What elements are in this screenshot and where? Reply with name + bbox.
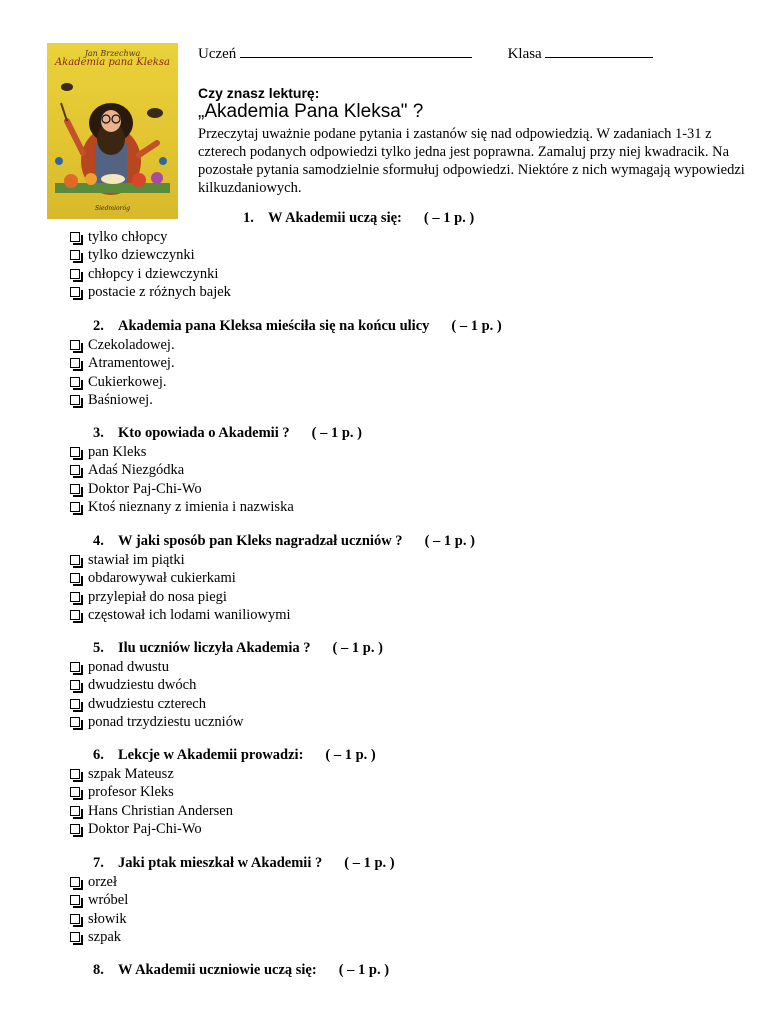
question-2 <box>70 316 730 409</box>
answer-label: ponad dwustu <box>88 659 169 675</box>
answer-label: Baśniowej. <box>88 391 153 408</box>
answer-option[interactable] <box>70 443 730 461</box>
answer-label: szpak <box>88 928 122 945</box>
answer-label: tylko chłopcy <box>88 229 168 245</box>
question-heading <box>70 960 730 980</box>
question-1 <box>70 208 730 301</box>
question-heading <box>70 638 730 658</box>
answer-label: Cukierkowej. <box>88 373 167 390</box>
checkbox-icon[interactable] <box>70 895 80 905</box>
answer-label: Czekoladowej. <box>88 337 175 353</box>
answer-option[interactable] <box>70 891 730 909</box>
answer-label: profesor Kleks <box>88 784 174 801</box>
question-text: W Akademii uczniowie uczą się: <box>118 962 317 978</box>
checkbox-icon[interactable] <box>70 592 80 602</box>
heading-small: Czy znasz lekturę: <box>198 85 320 101</box>
answer-label: Hans Christian Andersen <box>88 802 233 819</box>
answer-label: dwudziestu czterech <box>88 695 206 712</box>
answer-option[interactable] <box>70 336 730 354</box>
answer-option[interactable] <box>70 783 730 801</box>
question-text: W jaki sposób pan Kleks nagradzał uczniów ? <box>118 533 403 549</box>
question-points: ( – 1 p. ) <box>424 533 475 549</box>
checkbox-icon[interactable] <box>70 680 80 690</box>
answer-option[interactable] <box>70 676 730 694</box>
answer-label: tylko dziewczynki <box>88 247 195 264</box>
class-label: Klasa <box>507 46 542 62</box>
answer-option[interactable] <box>70 765 730 783</box>
checkbox-icon[interactable] <box>70 484 80 494</box>
checkbox-icon[interactable] <box>70 502 80 512</box>
cover-illustration <box>47 43 178 219</box>
answer-label: obdarowywał cukierkami <box>88 570 236 587</box>
answer-option[interactable] <box>70 480 730 498</box>
answer-option[interactable] <box>70 569 730 587</box>
answer-option[interactable] <box>70 820 730 838</box>
checkbox-icon[interactable] <box>70 465 80 475</box>
student-label: Uczeń <box>198 46 237 62</box>
answer-label: dwudziestu dwóch <box>88 677 197 694</box>
answer-label: Atramentowej. <box>88 355 175 372</box>
answer-label: orzeł <box>88 874 117 890</box>
question-heading <box>70 745 730 765</box>
question-number: 4. <box>93 533 104 549</box>
question-points: ( – 1 p. ) <box>344 855 395 871</box>
answer-label: wróbel <box>88 892 129 909</box>
question-heading <box>70 316 730 336</box>
checkbox-icon[interactable] <box>70 269 80 279</box>
question-points: ( – 1 p. ) <box>332 640 383 656</box>
checkbox-icon[interactable] <box>70 358 80 368</box>
question-points: ( – 1 p. ) <box>423 210 475 226</box>
heading-title: „Akademia Pana Kleksa" ? <box>198 101 424 122</box>
checkbox-icon[interactable] <box>70 914 80 924</box>
question-text: Ilu uczniów liczyła Akademia ? <box>118 640 311 656</box>
answer-option[interactable] <box>70 354 730 372</box>
question-points: ( – 1 p. ) <box>325 747 376 763</box>
answer-label: Adaś Niezgódka <box>88 462 185 479</box>
checkbox-icon[interactable] <box>70 573 80 583</box>
question-8 <box>70 960 730 980</box>
checkbox-icon[interactable] <box>70 377 80 387</box>
answer-option[interactable] <box>70 588 730 606</box>
question-heading <box>70 853 730 873</box>
question-text: Lekcje w Akademii prowadzi: <box>118 747 304 763</box>
checkbox-icon[interactable] <box>70 250 80 260</box>
checkbox-icon[interactable] <box>70 447 80 457</box>
answer-option[interactable] <box>70 228 730 246</box>
question-number: 2. <box>93 318 104 334</box>
question-number: 1. <box>243 210 254 226</box>
answer-label: pan Kleks <box>88 444 147 460</box>
answer-option[interactable] <box>70 606 730 624</box>
question-number: 8. <box>93 962 104 978</box>
checkbox-icon[interactable] <box>70 287 80 297</box>
checkbox-icon[interactable] <box>70 806 80 816</box>
answer-option[interactable] <box>70 658 730 676</box>
answer-option[interactable] <box>70 373 730 391</box>
answer-label: Doktor Paj-Chi-Wo <box>88 480 202 497</box>
checkbox-icon[interactable] <box>70 717 80 727</box>
student-header <box>198 43 653 63</box>
answer-label: przylepiał do nosa piegi <box>88 588 227 605</box>
answer-option[interactable] <box>70 713 730 731</box>
question-3 <box>70 423 730 516</box>
question-text: Jaki ptak mieszkał w Akademii ? <box>118 855 323 871</box>
question-heading <box>70 423 730 443</box>
question-text: W Akademii uczą się: <box>268 210 402 226</box>
checkbox-icon[interactable] <box>70 555 80 565</box>
question-5 <box>70 638 730 731</box>
answer-label: słowik <box>88 910 127 927</box>
answer-option[interactable] <box>70 391 730 409</box>
question-6 <box>70 745 730 838</box>
question-heading <box>70 531 730 551</box>
intro-paragraph: Przeczytaj uważnie podane pytania i zastanów się nad odpowiedzią. W zadaniach 1-31 z czterech podanych odpowiedzi tylko jedna jest poprawna. Zamaluj przy niej kwadracik. Na pozostałe pytania samodzielnie sformułuj odpowiedzi. Niektóre z nich wymagają wypowiedzi kilkuzdaniowych. <box>198 126 745 196</box>
cover-author: Jan Brzechwa <box>84 49 141 58</box>
checkbox-icon[interactable] <box>70 232 80 242</box>
student-name-field[interactable] <box>240 43 472 58</box>
question-7 <box>70 853 730 946</box>
cover-publisher: Siedmioróg <box>95 205 130 212</box>
checkbox-icon[interactable] <box>70 824 80 834</box>
answer-label: stawiał im piątki <box>88 552 185 568</box>
checkbox-icon[interactable] <box>70 662 80 672</box>
answer-option[interactable] <box>70 498 730 516</box>
question-number: 6. <box>93 747 104 763</box>
answer-option[interactable] <box>70 246 730 264</box>
answer-option[interactable] <box>70 873 730 891</box>
answer-label: ponad trzydziestu uczniów <box>88 713 244 730</box>
answer-option[interactable] <box>70 802 730 820</box>
answer-option[interactable] <box>70 283 730 301</box>
question-text: Akademia pana Kleksa mieściła się na końcu ulicy <box>118 318 430 334</box>
question-points: ( – 1 p. ) <box>338 962 390 978</box>
answer-option[interactable] <box>70 928 730 946</box>
answer-label: Ktoś nieznany z imienia i nazwiska <box>88 498 294 515</box>
answer-option[interactable] <box>70 695 730 713</box>
question-number: 7. <box>93 855 104 871</box>
question-points: ( – 1 p. ) <box>311 425 362 441</box>
checkbox-icon[interactable] <box>70 932 80 942</box>
checkbox-icon[interactable] <box>70 610 80 620</box>
checkbox-icon[interactable] <box>70 877 80 887</box>
answer-label: postacie z różnych bajek <box>88 283 231 300</box>
answer-label: szpak Mateusz <box>88 766 174 782</box>
question-number: 5. <box>93 640 104 656</box>
question-4 <box>70 531 730 624</box>
question-points: ( – 1 p. ) <box>451 318 502 334</box>
answer-option[interactable] <box>70 910 730 928</box>
checkbox-icon[interactable] <box>70 395 80 405</box>
question-number: 3. <box>93 425 104 441</box>
checkbox-icon[interactable] <box>70 787 80 797</box>
answer-label: Doktor Paj-Chi-Wo <box>88 820 202 837</box>
answer-label: częstował ich lodami waniliowymi <box>88 606 291 623</box>
checkbox-icon[interactable] <box>70 340 80 350</box>
question-text: Kto opowiada o Akademii ? <box>118 425 290 441</box>
answer-option[interactable] <box>70 265 730 283</box>
question-heading <box>70 208 730 228</box>
checkbox-icon[interactable] <box>70 699 80 709</box>
cover-title: Akademia pana Kleksa <box>54 57 171 68</box>
book-cover-image <box>47 43 178 219</box>
answer-label: chłopcy i dziewczynki <box>88 265 219 282</box>
class-field[interactable] <box>545 43 653 58</box>
answer-option[interactable] <box>70 461 730 479</box>
checkbox-icon[interactable] <box>70 769 80 779</box>
answer-option[interactable] <box>70 551 730 569</box>
